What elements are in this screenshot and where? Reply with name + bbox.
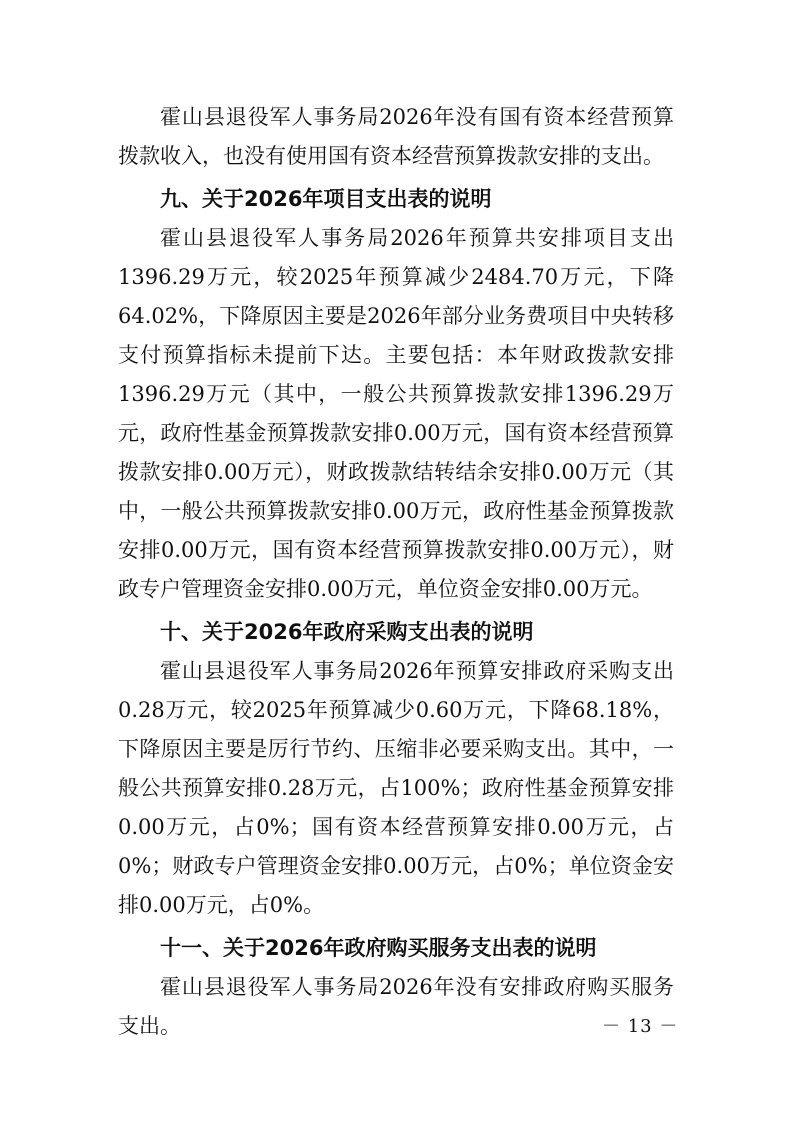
paragraph-government-purchased-services: 霍山县退役军人事务局2026年没有安排政府购买服务支出。 (118, 975, 674, 1038)
paragraph-government-procurement: 霍山县退役军人事务局2026年预算安排政府采购支出0.28万元，较2025年预算减少0.60万元，下降68.18%，下降原因主要是厉行节约、压缩非必要采购支出。其中，一般公共预算安排0.28万元，占100%；政府性基金预算安排0.00万元，占0%；国有资本经营预算安排0.00万元，占0%；财政专户管理资金安排0.00万元，占0%；单位资金安排0.00万元，占0%。 (118, 659, 674, 917)
heading-project-expenditure: 九、关于2026年项目支出表的说明 (160, 187, 492, 211)
paragraph-project-expenditure: 霍山县退役军人事务局2026年预算共安排项目支出1396.29万元，较2025年预算减少2484.70万元，下降64.02%，下降原因主要是2026年部分业务费项目中央转移支付预算指标未提前下达。主要包括：本年财政拨款安排1396.29万元（其中，一般公共预算拨款安排1396.29万元，政府性基金预算拨款安排0.00万元，国有资本经营预算拨款安排0.00万元），财政拨款结转结余安排0.00万元（其中，一般公共预算拨款安排0.00万元，政府性基金预算拨款安排0.00万元，国有资本经营预算拨款安排0.00万元），财政专户管理资金安排0.00万元，单位资金安排0.00万元。 (118, 226, 674, 601)
page-number: － 13 － (602, 1016, 679, 1037)
document-body (118, 98, 674, 1046)
heading-government-purchased-services: 十一、关于2026年政府购买服务支出表的说明 (160, 936, 597, 960)
heading-government-procurement: 十、关于2026年政府采购支出表的说明 (160, 620, 534, 644)
paragraph-state-capital-budget: 霍山县退役军人事务局2026年没有国有资本经营预算拨款收入，也没有使用国有资本经营预算拨款安排的支出。 (118, 105, 674, 168)
